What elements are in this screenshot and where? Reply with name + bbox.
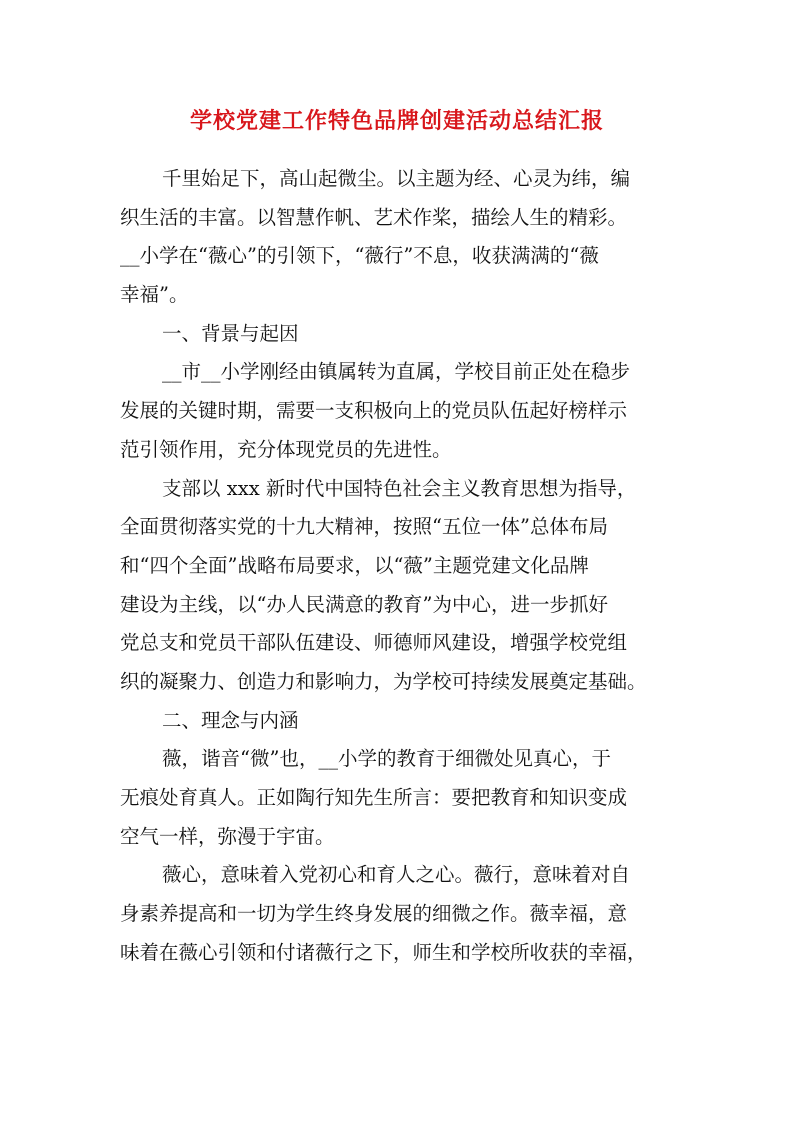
body-line: 空气一样，弥漫于宇宙。: [120, 824, 335, 848]
body-line: 全面贯彻落实党的十九大精神，按照“五位一体”总体布局: [120, 515, 608, 539]
body-line: 味着在薇心引领和付诸薇行之下，师生和学校所收获的幸福，: [120, 940, 647, 964]
section-heading: 二、理念与内涵: [162, 708, 299, 732]
body-line: 支部以 xxx 新时代中国特色社会主义教育思想为指导，: [162, 476, 637, 500]
body-line: 薇，谐音“微”也，__小学的教育于细微处见真心，于: [162, 747, 611, 771]
document-title: 学校党建工作特色品牌创建活动总结汇报: [189, 108, 604, 134]
body-line: 党总支和党员干部队伍建设、师德师风建设，增强学校党组: [120, 631, 628, 655]
body-line: 薇心，意味着入党初心和育人之心。薇行，意味着对自: [162, 863, 631, 887]
body-line: __市__小学刚经由镇属转为直属，学校目前正处在稳步: [162, 360, 631, 384]
document-body: [120, 160, 676, 972]
body-line: 千里始足下，高山起微尘。以主题为经、心灵为纬，编: [162, 167, 631, 190]
body-line: 幸福”。: [120, 283, 189, 307]
body-line: 身素养提高和一切为学生终身发展的细微之作。薇幸福，意: [120, 902, 628, 926]
body-line: 和“四个全面”战略布局要求，以“薇”主题党建文化品牌: [120, 553, 589, 577]
body-line: 织的凝聚力、创造力和影响力，为学校可持续发展奠定基础。: [120, 669, 647, 693]
body-line: 范引领作用，充分体现党员的先进性。: [120, 437, 452, 461]
section-heading: 一、背景与起因: [162, 321, 299, 345]
body-line: __小学在“薇心”的引领下，“薇行”不息，收获满满的“薇: [120, 244, 599, 268]
body-line: 无痕处育真人。正如陶行知先生所言：要把教育和知识变成: [120, 786, 628, 809]
body-line: 建设为主线，以“办人民满意的教育”为中心，进一步抓好: [120, 592, 608, 616]
body-line: 发展的关键时期，需要一支积极向上的党员队伍起好榜样示: [120, 399, 628, 423]
body-line: 织生活的丰富。以智慧作帆、艺术作桨，描绘人生的精彩。: [120, 205, 628, 229]
